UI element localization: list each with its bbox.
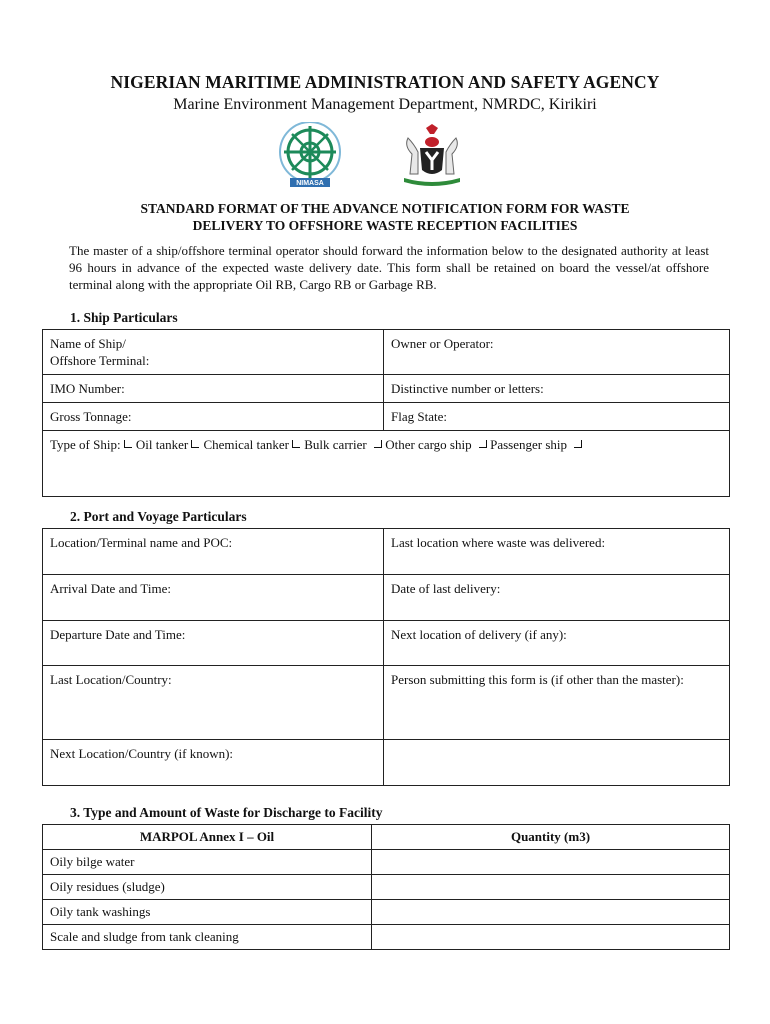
next-country-field[interactable]: Next Location/Country (if known): xyxy=(43,740,384,786)
agency-title: NIGERIAN MARITIME ADMINISTRATION AND SAFETY AGENCY xyxy=(110,72,660,92)
department-subtitle: Marine Environment Management Department, NMRDC, Kirikiri xyxy=(173,96,597,113)
section2-heading: 2. Port and Voyage Particulars xyxy=(70,509,247,524)
next-country-blank[interactable] xyxy=(384,740,730,786)
form-title xyxy=(60,200,710,234)
coat-of-arms-icon xyxy=(398,124,466,188)
next-delivery-field[interactable]: Next location of delivery (if any): xyxy=(384,621,730,666)
checkbox-passenger-ship[interactable] xyxy=(479,440,487,448)
waste-row-label: Oily bilge water xyxy=(43,850,372,875)
checkbox-chemical-tanker[interactable] xyxy=(191,440,199,448)
waste-table xyxy=(42,824,730,950)
imo-number-field[interactable]: IMO Number: xyxy=(43,375,384,403)
person-submitting-field[interactable]: Person submitting this form is (if other than the master): xyxy=(384,666,730,740)
waste-quantity-field[interactable] xyxy=(372,875,730,900)
flag-state-field[interactable]: Flag State: xyxy=(384,403,730,431)
checkbox-passenger-end[interactable] xyxy=(574,440,582,448)
port-voyage-table xyxy=(42,528,730,786)
departure-field[interactable]: Departure Date and Time: xyxy=(43,621,384,666)
waste-row-label: Scale and sludge from tank cleaning xyxy=(43,925,372,950)
owner-operator-field[interactable]: Owner or Operator: xyxy=(384,330,730,375)
arrival-field[interactable]: Arrival Date and Time: xyxy=(43,575,384,621)
checkbox-oil-tanker[interactable] xyxy=(124,440,132,448)
form-title-line1: STANDARD FORMAT OF THE ADVANCE NOTIFICATION FORM FOR WASTE xyxy=(140,201,630,216)
quantity-column-header: Quantity (m3) xyxy=(372,825,730,850)
type-of-ship-field: Type of Ship: Oil tanker Chemical tanker Bulk carrier Other cargo ship Passenger ship xyxy=(43,431,730,497)
ship-particulars-table xyxy=(42,329,730,497)
waste-quantity-field[interactable] xyxy=(372,850,730,875)
location-terminal-field[interactable]: Location/Terminal name and POC: xyxy=(43,529,384,575)
waste-row-label: Oily tank washings xyxy=(43,900,372,925)
annex-column-header: MARPOL Annex I – Oil xyxy=(43,825,372,850)
gross-tonnage-field[interactable]: Gross Tonnage: xyxy=(43,403,384,431)
waste-quantity-field[interactable] xyxy=(372,925,730,950)
waste-row-label: Oily residues (sludge) xyxy=(43,875,372,900)
section3-heading: 3. Type and Amount of Waste for Discharge to Facility xyxy=(70,805,383,820)
section1-heading: 1. Ship Particulars xyxy=(70,310,178,325)
checkbox-bulk-carrier[interactable] xyxy=(292,440,300,448)
form-title-line2: DELIVERY TO OFFSHORE WASTE RECEPTION FACILITIES xyxy=(192,218,578,233)
waste-quantity-field[interactable] xyxy=(372,900,730,925)
distinctive-number-field[interactable]: Distinctive number or letters: xyxy=(384,375,730,403)
checkbox-other-cargo[interactable] xyxy=(374,440,382,448)
nimasa-logo-text: NIMASA xyxy=(296,180,324,187)
last-country-field[interactable]: Last Location/Country: xyxy=(43,666,384,740)
date-last-delivery-field[interactable]: Date of last delivery: xyxy=(384,575,730,621)
last-location-delivered-field[interactable]: Last location where waste was delivered: xyxy=(384,529,730,575)
intro-paragraph: The master of a ship/offshore terminal operator should forward the information below to the designated authority at least 96 hours in advance of the expected waste delivery date. This form shall be retained on board the vessel/at offshore terminal along with the appropriate Oil RB, Cargo RB or Garbage RB. xyxy=(69,243,709,292)
name-of-ship-field[interactable]: Name of Ship/ Offshore Terminal: xyxy=(43,330,384,375)
